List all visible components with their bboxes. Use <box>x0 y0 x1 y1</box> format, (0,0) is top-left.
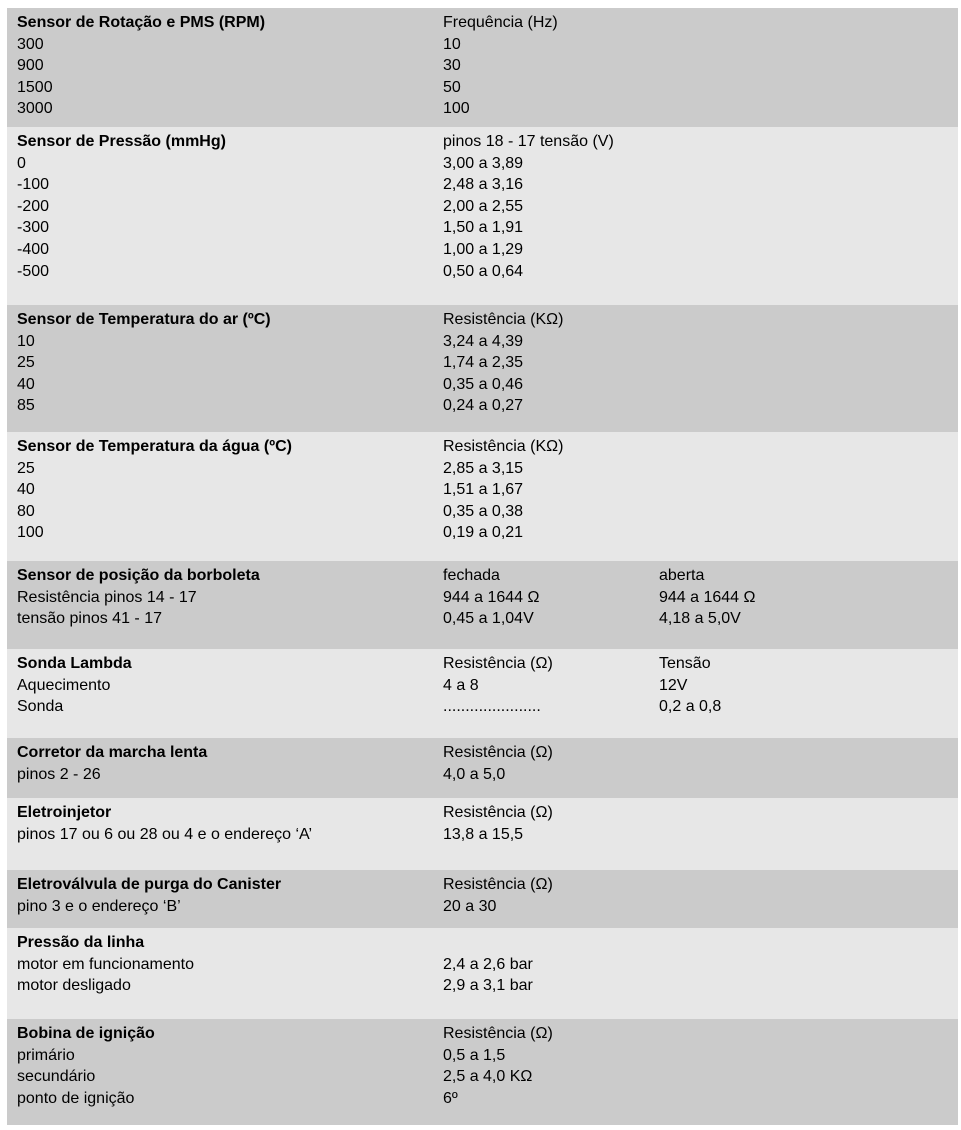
label-cell: 10 <box>17 332 35 350</box>
value-cell: 3,00 a 3,89 <box>443 154 524 172</box>
label-cell: 900 <box>17 57 44 75</box>
value-cell: 100 <box>443 100 470 118</box>
label-cell: -400 <box>17 240 50 258</box>
section-header-row <box>7 742 958 764</box>
label-cell: 100 <box>17 524 44 542</box>
value-cell: 50 <box>443 78 461 96</box>
value-cell: 0,35 a 0,38 <box>443 502 524 520</box>
section-temp-ar <box>7 305 958 432</box>
value-cell: Frequência (Hz) <box>443 14 558 31</box>
table-row <box>7 1088 958 1110</box>
section-title: Bobina de ignição <box>17 1025 155 1042</box>
label-cell: -300 <box>17 219 50 237</box>
table-row <box>7 77 958 99</box>
value-cell: Resistência (Ω) <box>443 1025 553 1042</box>
table-row <box>7 395 958 417</box>
value-cell: 0,19 a 0,21 <box>443 524 524 542</box>
label-cell: 300 <box>17 35 44 53</box>
section-lambda <box>7 649 958 738</box>
value-cell: 2,48 a 3,16 <box>443 176 524 194</box>
table-row <box>7 217 958 239</box>
extra-value-cell: 944 a 1644 Ω <box>659 588 756 606</box>
section-title: Eletroinjetor <box>17 804 112 821</box>
value-cell: 0,45 a 1,04V <box>443 610 534 628</box>
section-header-row <box>7 309 958 331</box>
label-cell: Sonda <box>17 698 64 716</box>
label-cell: pinos 2 - 26 <box>17 765 101 783</box>
section-title: Eletroválvula de purga do Canister <box>17 876 282 893</box>
table-row <box>7 764 958 786</box>
value-cell: Resistência (Ω) <box>443 876 553 893</box>
section-linha <box>7 928 958 1019</box>
extra-value-cell: 12V <box>659 676 688 694</box>
table-row <box>7 153 958 175</box>
table-row <box>7 239 958 261</box>
table-row <box>7 696 958 718</box>
value-cell: 1,50 a 1,91 <box>443 219 524 237</box>
section-title: Sensor de Pressão (mmHg) <box>17 133 226 150</box>
table-row <box>7 608 958 630</box>
label-cell: tensão pinos 41 - 17 <box>17 610 162 628</box>
table-row <box>7 55 958 77</box>
label-cell: motor desligado <box>17 977 131 995</box>
section-header-row <box>7 565 958 587</box>
value-cell: 30 <box>443 57 461 75</box>
section-eletroinjetor <box>7 798 958 870</box>
value-cell: 1,74 a 2,35 <box>443 354 524 372</box>
value-cell: 944 a 1644 Ω <box>443 588 540 606</box>
section-header-row <box>7 436 958 458</box>
section-bobina <box>7 1019 958 1125</box>
table-row <box>7 954 958 976</box>
section-canister <box>7 870 958 928</box>
section-header-row <box>7 1023 958 1045</box>
label-cell: motor em funcionamento <box>17 955 194 973</box>
table-row <box>7 1045 958 1067</box>
section-header-row <box>7 802 958 824</box>
value-cell: 13,8 a 15,5 <box>443 825 524 843</box>
table-row <box>7 975 958 997</box>
label-cell: secundário <box>17 1068 96 1086</box>
table-row <box>7 352 958 374</box>
section-header-row <box>7 12 958 34</box>
spec-table <box>7 8 958 1125</box>
section-title: Sensor de posição da borboleta <box>17 567 260 584</box>
value-cell: 4 a 8 <box>443 676 479 694</box>
section-header-row <box>7 653 958 675</box>
value-cell: Resistência (Ω) <box>443 804 553 821</box>
label-cell: Aquecimento <box>17 676 111 694</box>
value-cell: 2,4 a 2,6 bar <box>443 955 533 973</box>
extra-value-cell: 4,18 a 5,0V <box>659 610 741 628</box>
label-cell: 3000 <box>17 100 53 118</box>
label-cell: 80 <box>17 502 35 520</box>
value-cell: 2,9 a 3,1 bar <box>443 977 533 995</box>
value-cell: ...................... <box>443 698 541 716</box>
table-row <box>7 458 958 480</box>
section-temp-agua <box>7 432 958 561</box>
value-cell: 20 a 30 <box>443 897 497 915</box>
value-cell: 6º <box>443 1089 458 1107</box>
table-row <box>7 196 958 218</box>
label-cell: pino 3 e o endereço ‘B’ <box>17 897 181 915</box>
section-title: Sensor de Temperatura do ar (ºC) <box>17 311 271 328</box>
extra-value-cell: aberta <box>659 567 705 584</box>
label-cell: 85 <box>17 397 35 415</box>
table-row <box>7 374 958 396</box>
table-row <box>7 174 958 196</box>
table-row <box>7 896 958 918</box>
value-cell: 0,50 a 0,64 <box>443 262 524 280</box>
value-cell: 1,00 a 1,29 <box>443 240 524 258</box>
section-title: Pressão da linha <box>17 934 145 951</box>
label-cell: 25 <box>17 354 35 372</box>
label-cell: 1500 <box>17 78 53 96</box>
section-rpm <box>7 8 958 127</box>
section-marcha-lenta <box>7 738 958 798</box>
label-cell: pinos 17 ou 6 ou 28 ou 4 e o endereço ‘A’ <box>17 825 313 843</box>
value-cell: 2,85 a 3,15 <box>443 459 524 477</box>
value-cell: Resistência (KΩ) <box>443 311 564 328</box>
value-cell: 0,35 a 0,46 <box>443 375 524 393</box>
value-cell: Resistência (Ω) <box>443 744 553 761</box>
section-header-row <box>7 131 958 153</box>
table-row <box>7 501 958 523</box>
label-cell: ponto de ignição <box>17 1089 135 1107</box>
table-row <box>7 261 958 283</box>
value-cell: fechada <box>443 567 500 584</box>
table-row <box>7 522 958 544</box>
table-row <box>7 98 958 120</box>
table-row <box>7 479 958 501</box>
label-cell: Resistência pinos 14 - 17 <box>17 588 197 606</box>
table-row <box>7 34 958 56</box>
section-title: Sensor de Rotação e PMS (RPM) <box>17 14 266 31</box>
value-cell: 2,00 a 2,55 <box>443 197 524 215</box>
value-cell: 2,5 a 4,0 KΩ <box>443 1068 533 1086</box>
table-row <box>7 824 958 846</box>
value-cell: 3,24 a 4,39 <box>443 332 524 350</box>
section-header-row <box>7 932 958 954</box>
table-row <box>7 587 958 609</box>
value-cell: 1,51 a 1,67 <box>443 481 524 499</box>
label-cell: primário <box>17 1046 75 1064</box>
label-cell: 25 <box>17 459 35 477</box>
value-cell: 0,24 a 0,27 <box>443 397 524 415</box>
label-cell: 0 <box>17 154 26 172</box>
extra-value-cell: 0,2 a 0,8 <box>659 698 722 716</box>
section-title: Sensor de Temperatura da água (ºC) <box>17 438 292 455</box>
section-title: Corretor da marcha lenta <box>17 744 208 761</box>
value-cell: pinos 18 - 17 tensão (V) <box>443 133 614 150</box>
value-cell: Resistência (KΩ) <box>443 438 564 455</box>
value-cell: 10 <box>443 35 461 53</box>
label-cell: -200 <box>17 197 50 215</box>
label-cell: -500 <box>17 262 50 280</box>
section-header-row <box>7 874 958 896</box>
label-cell: -100 <box>17 176 50 194</box>
value-cell: 4,0 a 5,0 <box>443 765 506 783</box>
table-row <box>7 675 958 697</box>
value-cell: 0,5 a 1,5 <box>443 1046 506 1064</box>
label-cell: 40 <box>17 481 35 499</box>
section-borboleta <box>7 561 958 649</box>
extra-value-cell: Tensão <box>659 655 711 672</box>
section-pressao <box>7 127 958 305</box>
table-row <box>7 1066 958 1088</box>
table-row <box>7 331 958 353</box>
label-cell: 40 <box>17 375 35 393</box>
value-cell: Resistência (Ω) <box>443 655 553 672</box>
section-title: Sonda Lambda <box>17 655 132 672</box>
